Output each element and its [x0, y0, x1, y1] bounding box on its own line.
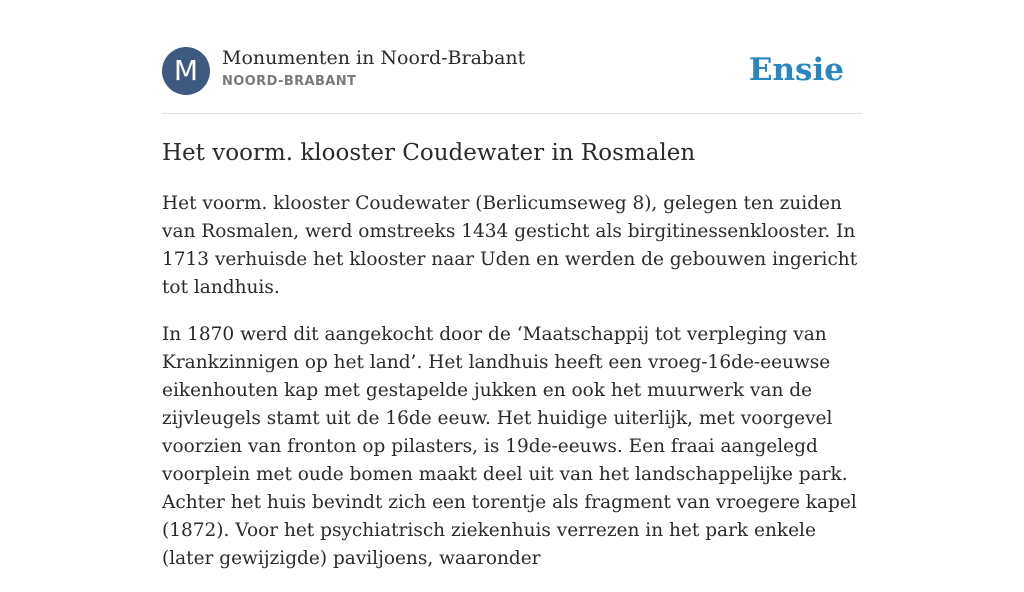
- article-title: Het voorm. klooster Coudewater in Rosmalen: [162, 140, 696, 166]
- header: [162, 46, 862, 96]
- site-subtitle[interactable]: NOORD-BRABANT: [222, 74, 357, 89]
- ensie-logo[interactable]: Ensie: [748, 52, 844, 88]
- avatar[interactable]: M: [162, 47, 210, 95]
- article-paragraph: In 1870 werd dit aangekocht door de ‘Maatschappij tot verpleging van Krankzinnigen op het land’. Het landhuis heeft een vroeg-16de-eeuwse eikenhouten kap met gestapelde jukken en ook het muurwerk van de zijvleugels stamt uit de 16de eeuw. Het huidige uiterlijk, met voorgevel voorzien van fronton op pilasters, is 19de-eeuws. Een fraai aangelegd voorplein met oude bomen maakt deel uit van het landschappelijke park. Achter het huis bevindt zich een torentje als fragment van vroegere kapel (1872). Voor het psychiatrisch ziekenhuis verrezen in het park enkele (later gewijzigde) paviljoens, waaronder: [162, 324, 857, 569]
- header-divider: [162, 113, 862, 114]
- article-paragraph: Het voorm. klooster Coudewater (Berlicumseweg 8), gelegen ten zuiden van Rosmalen, werd omstreeks 1434 gesticht als birgitinessenklooster. In 1713 verhuisde het klooster naar Uden en werden de gebouwen ingericht tot landhuis.: [162, 193, 858, 298]
- site-title-link[interactable]: Monumenten in Noord-Brabant: [222, 47, 526, 69]
- article-body: [162, 190, 862, 592]
